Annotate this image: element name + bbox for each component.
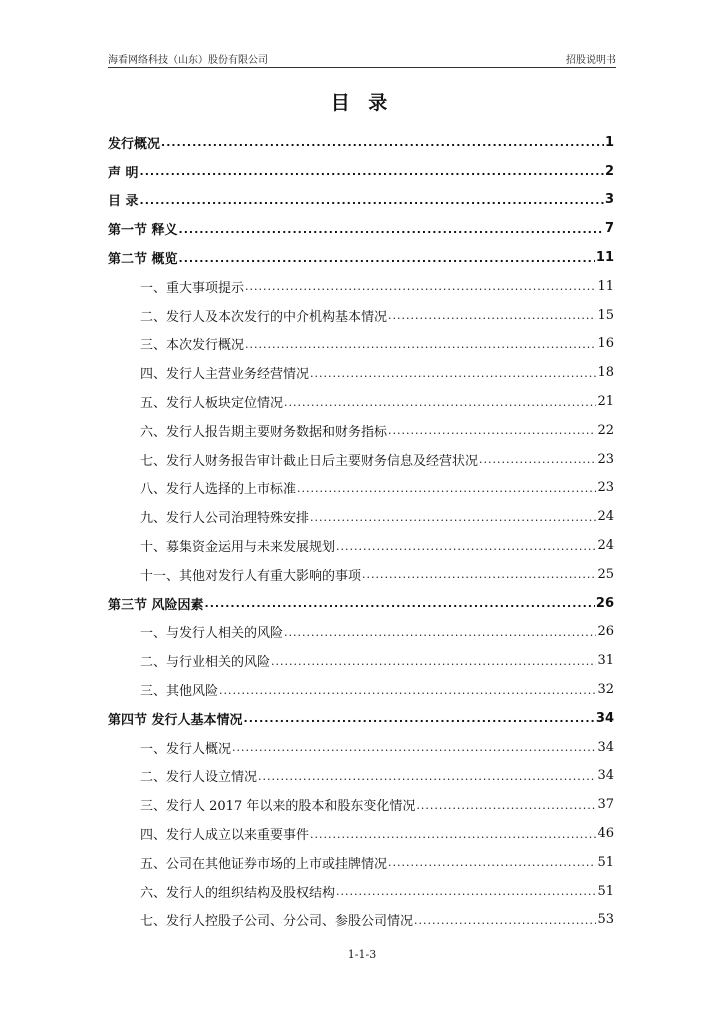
toc-entry-label: 七、发行人控股子公司、分公司、参股公司情况 <box>140 914 414 930</box>
header-divider <box>108 67 616 68</box>
toc-section-entry[interactable] <box>108 301 614 330</box>
toc-dot-leader <box>336 884 596 898</box>
toc-dot-leader <box>388 423 596 437</box>
toc-entry-label: 三、本次发行概况 <box>140 338 245 354</box>
toc-section-entry[interactable] <box>108 358 614 387</box>
toc-dot-leader <box>205 596 595 610</box>
toc-entry-label: 第二节 概览 <box>108 252 178 268</box>
toc-entry-label: 一、与发行人相关的风险 <box>140 626 284 642</box>
toc-entry-label: 目 录 <box>108 194 139 210</box>
toc-entry-label: 八、发行人选择的上市标准 <box>140 482 297 498</box>
toc-entry-label: 二、发行人及本次发行的中介机构基本情况 <box>140 309 388 325</box>
toc-entry-label: 声 明 <box>108 165 139 181</box>
toc-section-entry[interactable] <box>108 272 614 301</box>
toc-section-entry[interactable] <box>108 675 614 704</box>
toc-entry-page-number: 24 <box>597 509 614 525</box>
toc-section-entry[interactable] <box>108 733 614 762</box>
toc-entry-page-number: 34 <box>595 710 614 726</box>
toc-entry-page-number: 23 <box>597 480 614 496</box>
toc-dot-leader <box>245 337 596 351</box>
toc-entry-label: 三、发行人 2017 年以来的股本和股东变化情况 <box>140 799 416 815</box>
toc-dot-leader <box>310 366 596 380</box>
toc-entry-label: 发行概况 <box>108 136 161 152</box>
toc-entry-page-number: 3 <box>604 192 614 208</box>
toc-section-entry[interactable] <box>108 560 614 589</box>
toc-dot-leader <box>161 135 604 149</box>
toc-dot-leader <box>414 913 596 927</box>
toc-section-entry[interactable] <box>108 474 614 503</box>
toc-entry-page-number: 11 <box>595 250 614 266</box>
toc-entry-page-number: 37 <box>597 797 614 813</box>
toc-entry-page-number: 1 <box>604 134 614 150</box>
toc-section-entry[interactable] <box>108 445 614 474</box>
toc-dot-leader <box>336 539 596 553</box>
toc-entry-page-number: 24 <box>597 538 614 554</box>
toc-entry-page-number: 31 <box>597 653 614 669</box>
toc-entry-label: 十、募集资金运用与未来发展规划 <box>140 540 336 556</box>
toc-chapter-entry[interactable] <box>108 157 614 186</box>
toc-section-entry[interactable] <box>108 848 614 877</box>
toc-entry-label: 九、发行人公司治理特殊安排 <box>140 511 310 527</box>
toc-dot-leader <box>179 251 595 265</box>
toc-entry-page-number: 34 <box>597 739 614 755</box>
page-title: 目 录 <box>330 92 394 114</box>
toc-entry-label: 第一节 释义 <box>108 223 178 239</box>
toc-entry-page-number: 23 <box>597 451 614 467</box>
toc-chapter-entry[interactable] <box>108 186 614 215</box>
toc-dot-leader <box>388 855 596 869</box>
toc-dot-leader <box>232 740 596 754</box>
toc-entry-page-number: 53 <box>597 912 614 928</box>
toc-entry-label: 十一、其他对发行人有重大影响的事项 <box>140 568 362 584</box>
table-of-contents <box>108 128 614 934</box>
toc-entry-label: 六、发行人的组织结构及股权结构 <box>140 885 336 901</box>
toc-section-entry[interactable] <box>108 387 614 416</box>
toc-entry-page-number: 21 <box>597 394 614 410</box>
toc-dot-leader <box>140 164 604 178</box>
toc-dot-leader <box>416 798 596 812</box>
toc-section-entry[interactable] <box>108 416 614 445</box>
toc-entry-page-number: 18 <box>597 365 614 381</box>
toc-entry-page-number: 46 <box>597 826 614 842</box>
toc-section-entry[interactable] <box>108 646 614 675</box>
toc-entry-label: 五、发行人板块定位情况 <box>140 396 284 412</box>
toc-entry-label: 二、与行业相关的风险 <box>140 655 271 671</box>
toc-dot-leader <box>479 452 596 466</box>
toc-entry-page-number: 26 <box>595 595 614 611</box>
toc-entry-page-number: 32 <box>597 682 614 698</box>
toc-chapter-entry[interactable] <box>108 243 614 272</box>
toc-section-entry[interactable] <box>108 762 614 791</box>
page-number: 1-1-3 <box>347 948 377 961</box>
toc-entry-page-number: 22 <box>597 422 614 438</box>
toc-dot-leader <box>297 481 596 495</box>
toc-entry-page-number: 34 <box>597 768 614 784</box>
toc-entry-label: 一、重大事项提示 <box>140 280 245 296</box>
toc-dot-leader <box>244 711 595 725</box>
toc-entry-label: 五、公司在其他证券市场的上市或挂牌情况 <box>140 856 388 872</box>
toc-section-entry[interactable] <box>108 330 614 359</box>
toc-dot-leader <box>310 510 596 524</box>
toc-entry-label: 第四节 发行人基本情况 <box>108 712 243 728</box>
toc-entry-label: 二、发行人设立情况 <box>140 770 258 786</box>
toc-entry-page-number: 7 <box>604 221 614 237</box>
toc-section-entry[interactable] <box>108 906 614 935</box>
toc-section-entry[interactable] <box>108 819 614 848</box>
toc-entry-label: 七、发行人财务报告审计截止日后主要财务信息及经营状况 <box>140 453 479 469</box>
toc-dot-leader <box>271 654 596 668</box>
toc-entry-page-number: 25 <box>597 566 614 582</box>
toc-dot-leader <box>258 769 596 783</box>
header-company-name: 海看网络科技（山东）股份有限公司 <box>108 55 268 66</box>
toc-dot-leader <box>245 279 596 293</box>
toc-dot-leader <box>388 308 596 322</box>
toc-dot-leader <box>140 193 604 207</box>
toc-section-entry[interactable] <box>108 618 614 647</box>
toc-entry-label: 四、发行人成立以来重要事件 <box>140 828 310 844</box>
toc-entry-label: 四、发行人主营业务经营情况 <box>140 367 310 383</box>
toc-section-entry[interactable] <box>108 531 614 560</box>
toc-chapter-entry[interactable] <box>108 589 614 618</box>
toc-entry-page-number: 16 <box>597 336 614 352</box>
toc-dot-leader <box>219 683 596 697</box>
toc-section-entry[interactable] <box>108 790 614 819</box>
toc-entry-label: 六、发行人报告期主要财务数据和财务指标 <box>140 424 388 440</box>
toc-entry-page-number: 51 <box>597 883 614 899</box>
toc-entry-label: 三、其他风险 <box>140 684 219 700</box>
toc-dot-leader <box>179 222 604 236</box>
toc-dot-leader <box>362 567 596 581</box>
toc-chapter-entry[interactable] <box>108 128 614 157</box>
toc-section-entry[interactable] <box>108 877 614 906</box>
toc-entry-page-number: 2 <box>604 163 614 179</box>
page-header <box>108 50 616 66</box>
header-document-type: 招股说明书 <box>566 55 616 66</box>
toc-entry-page-number: 11 <box>597 278 614 294</box>
toc-entry-page-number: 26 <box>597 624 614 640</box>
toc-dot-leader <box>284 395 596 409</box>
toc-entry-label: 一、发行人概况 <box>140 741 232 757</box>
toc-dot-leader <box>310 827 596 841</box>
toc-entry-label: 第三节 风险因素 <box>108 597 204 613</box>
toc-entry-page-number: 51 <box>597 854 614 870</box>
toc-chapter-entry[interactable] <box>108 214 614 243</box>
toc-dot-leader <box>284 625 596 639</box>
toc-section-entry[interactable] <box>108 502 614 531</box>
toc-chapter-entry[interactable] <box>108 704 614 733</box>
toc-entry-page-number: 15 <box>597 307 614 323</box>
